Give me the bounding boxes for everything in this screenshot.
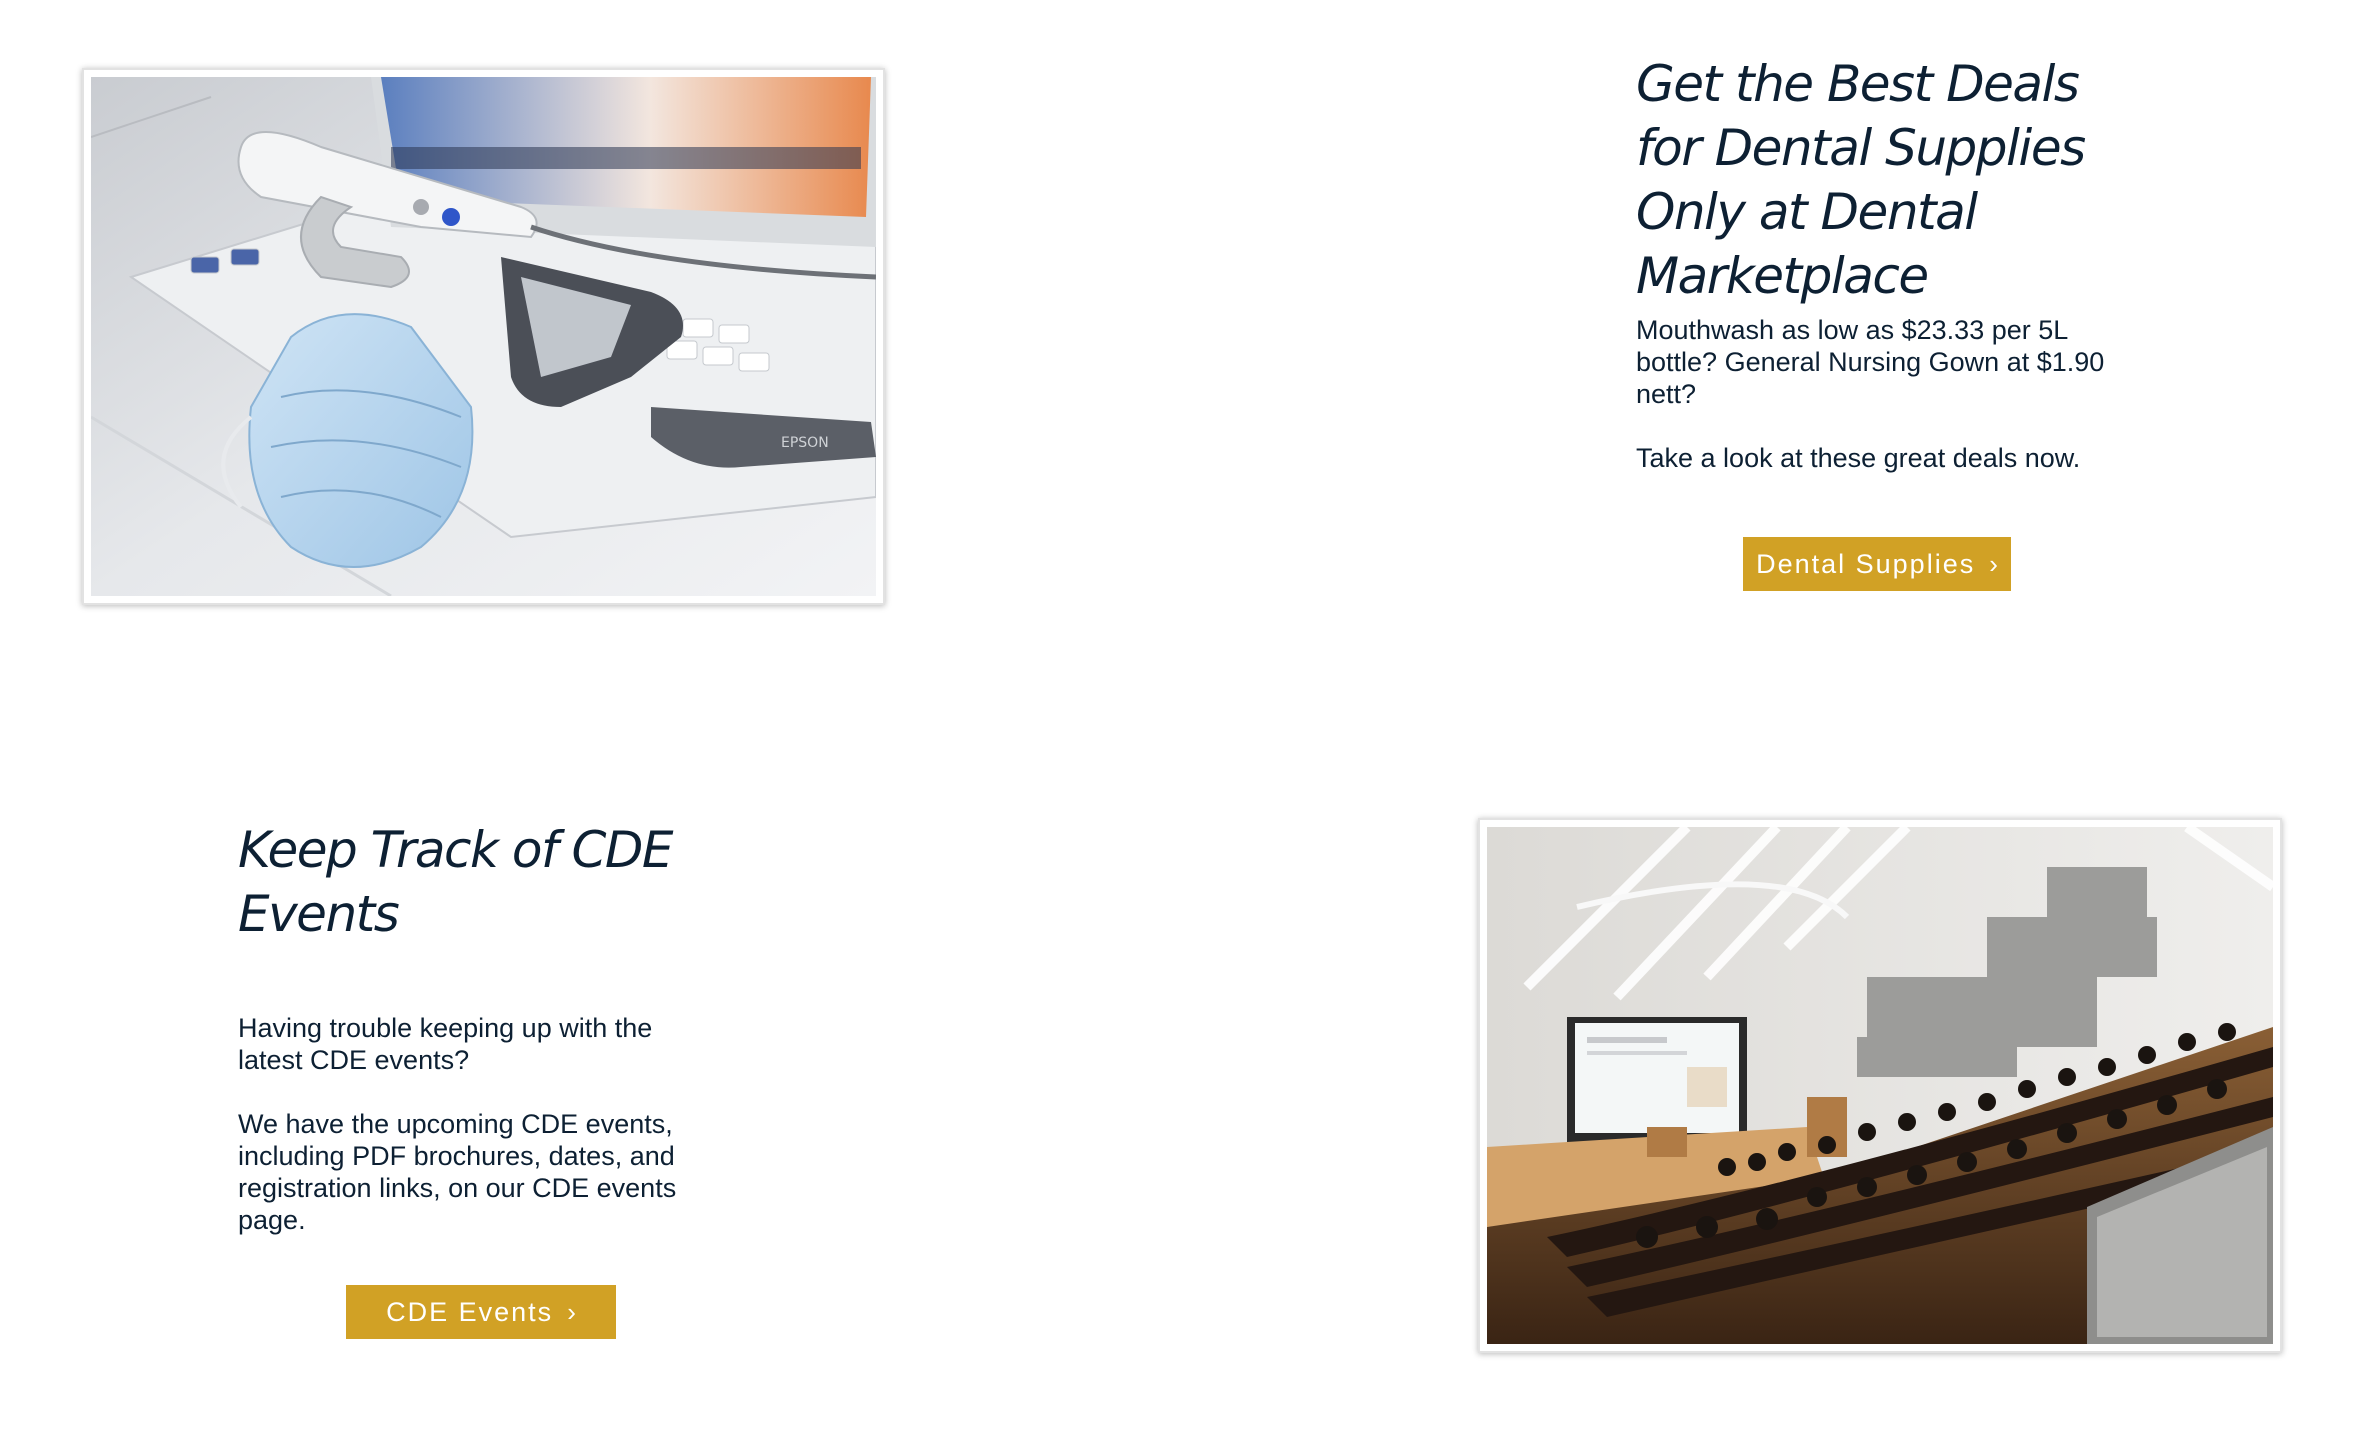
chevron-right-icon: › bbox=[1989, 548, 1998, 579]
deals-heading: Get the Best Deals for Dental Supplies Only at Dental Marketplace bbox=[1636, 55, 2085, 305]
dental-equipment-illustration bbox=[91, 77, 876, 596]
cde-heading: Keep Track of CDE Events bbox=[238, 821, 672, 943]
cde-paragraph-2: We have the upcoming CDE events, including PDF brochures, dates, and registration links, on our CDE events page. bbox=[238, 1109, 677, 1235]
lecture-hall-illustration bbox=[1487, 827, 2273, 1344]
chevron-right-icon: › bbox=[567, 1296, 576, 1327]
cde-events-button-label: CDE Events bbox=[386, 1296, 554, 1327]
cde-events-button[interactable] bbox=[346, 1285, 616, 1339]
dental-equipment-photo bbox=[82, 68, 885, 605]
glasses-brand-label: EPSON bbox=[781, 435, 829, 451]
dental-supplies-button[interactable] bbox=[1743, 537, 2011, 591]
deals-paragraph-2: Take a look at these great deals now. bbox=[1636, 443, 2081, 473]
lecture-hall-photo bbox=[1478, 818, 2282, 1353]
cde-paragraph-1: Having trouble keeping up with the latest CDE events? bbox=[238, 1013, 653, 1075]
dental-supplies-button-label: Dental Supplies bbox=[1756, 548, 1976, 579]
deals-description bbox=[1636, 314, 2136, 474]
cde-description bbox=[238, 1012, 718, 1236]
deals-paragraph-1: Mouthwash as low as $23.33 per 5L bottle? General Nursing Gown at $1.90 nett? bbox=[1636, 315, 2105, 409]
